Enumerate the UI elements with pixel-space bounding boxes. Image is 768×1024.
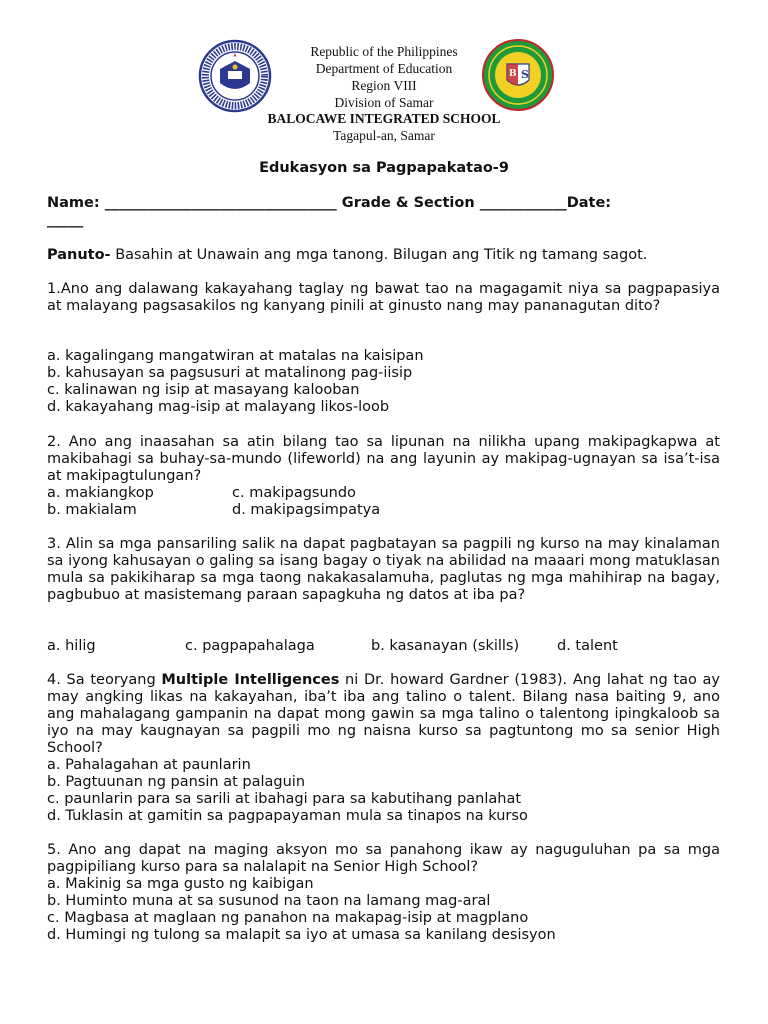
instructions-text: Basahin at Unawain ang mga tanong. Bilugan ang Titik ng tamang sagot. <box>115 247 648 263</box>
question-1-text: 1.Ano ang dalawang kakayahang taglay ng bawat tao na magagamit niya sa pagpapasiya at malayang pagsasakilos ng kanyang pinili at ginusto nang may pananagutan dito? <box>47 281 720 314</box>
name-blank[interactable]: ________________________________ <box>104 195 337 211</box>
name-label: Name: <box>47 195 100 211</box>
question-5-text: 5. Ano ang dapat na maging aksyon mo sa panahong ikaw ay naguguluhan pa sa mga pagpipiliang kurso para sa nalalapit na Senior High School? <box>47 842 720 875</box>
question-5-choices <box>47 876 720 944</box>
choice-2c[interactable]: c. makipagsundo <box>232 485 356 501</box>
choice-1d[interactable]: d. kakayahang mag-isip at malayang likos-loob <box>47 399 390 415</box>
header-division: Division of Samar <box>334 95 434 110</box>
choice-3d[interactable]: d. talent <box>557 638 618 654</box>
question-2-text: 2. Ano ang inaasahan sa atin bilang tao sa lipunan na nilikha upang makipagkapwa at makibahagi sa buhay-sa-mundo (lifeworld) na ang layunin ay makipag-ugnayan sa isa’t-isa at makipagtulungan? <box>47 434 720 484</box>
header-region: Region VIII <box>351 78 417 93</box>
question-4-choices <box>47 757 720 825</box>
svg-text:S: S <box>521 68 529 81</box>
choice-2d[interactable]: d. makipagsimpatya <box>232 502 381 518</box>
question-1-choices <box>47 348 720 416</box>
choice-3a[interactable]: a. hilig <box>47 638 96 654</box>
choice-3b[interactable]: b. kasanayan (skills) <box>371 638 520 654</box>
header-republic: Republic of the Philippines <box>310 44 458 59</box>
header-town: Tagapul-an, Samar <box>333 128 435 143</box>
multiple-intelligences-term: Multiple Intelligences <box>161 672 340 688</box>
question-2-choices <box>47 485 720 519</box>
question-4-text: 4. Sa teoryang Multiple Intelligences ni Dr. howard Gardner (1983). Ang lahat ng tao ay may angking likas na kakayahan, iba’t iba ang talino o talent. Bilang nasa baiting 9, ano ang mahalagang gampanin na dapat mong gawin sa mga talino o talentong ipingkaloob sa iyo na may kaugnayan sa pagpili mo ng naisna kurso sa pagtuntong mo sa senior High School? <box>47 672 721 756</box>
question-3-text: 3. Alin sa mga pansariling salik na dapat pagbatayan sa pagpili ng kurso na may kinalaman sa iyong kahusayan o galing sa isang bagay o tiyak na abilidad na maaari mong matuklasan mula sa pakikiharap sa mga taong nakakasalamuha, paglutas ng mga mahihirap na bagay, pagbubuo at masistemang paraan sapagkuha ng datos at iba pa? <box>47 536 720 603</box>
instructions-label: Panuto- <box>47 247 111 263</box>
choice-1a[interactable]: a. kagalingang mangatwiran at matalas na kaisipan <box>47 348 424 364</box>
grade-section-label: Grade & Section <box>341 195 475 211</box>
document-title: Edukasyon sa Pagpapakatao-9 <box>259 160 509 176</box>
date-blank[interactable]: _____ <box>47 212 84 228</box>
choice-2a[interactable]: a. makiangkop <box>47 485 154 501</box>
header-school-name: BALOCAWE INTEGRATED SCHOOL <box>267 111 501 126</box>
instructions <box>47 247 720 264</box>
choice-4c[interactable]: c. paunlarin para sa sarili at ibahagi para sa kabutihang panlahat <box>47 791 522 807</box>
question-3-choices <box>47 638 720 655</box>
student-info-line <box>47 195 727 229</box>
choice-5b[interactable]: b. Huminto muna at sa susunod na taon na lamang mag-aral <box>47 893 491 909</box>
date-label: Date: <box>566 195 612 211</box>
header-department: Department of Education <box>315 61 453 76</box>
choice-1c[interactable]: c. kalinawan ng isip at masayang kalooban <box>47 382 360 398</box>
choice-5a[interactable]: a. Makinig sa mga gusto ng kaibigan <box>47 876 314 892</box>
choice-5d[interactable]: d. Humingi ng tulong sa malapit sa iyo at umasa sa kanilang desisyon <box>47 927 556 943</box>
choice-5c[interactable]: c. Magbasa at maglaan ng panahon na makapag-isip at magplano <box>47 910 529 926</box>
grade-section-blank[interactable]: ____________ <box>479 195 567 211</box>
choice-4a[interactable]: a. Pahalagahan at paunlarin <box>47 757 251 773</box>
choice-1b[interactable]: b. kahusayan sa pagsusuri at matalinong pag-iisip <box>47 365 413 381</box>
choice-2b[interactable]: b. makialam <box>47 502 137 518</box>
choice-4b[interactable]: b. Pagtuunan ng pansin at palaguin <box>47 774 306 790</box>
svg-text:B: B <box>509 69 517 79</box>
choice-3c[interactable]: c. pagpapahalaga <box>185 638 315 654</box>
choice-4d[interactable]: d. Tuklasin at gamitin sa pagpapayaman mula sa tinapos na kurso <box>47 808 528 824</box>
